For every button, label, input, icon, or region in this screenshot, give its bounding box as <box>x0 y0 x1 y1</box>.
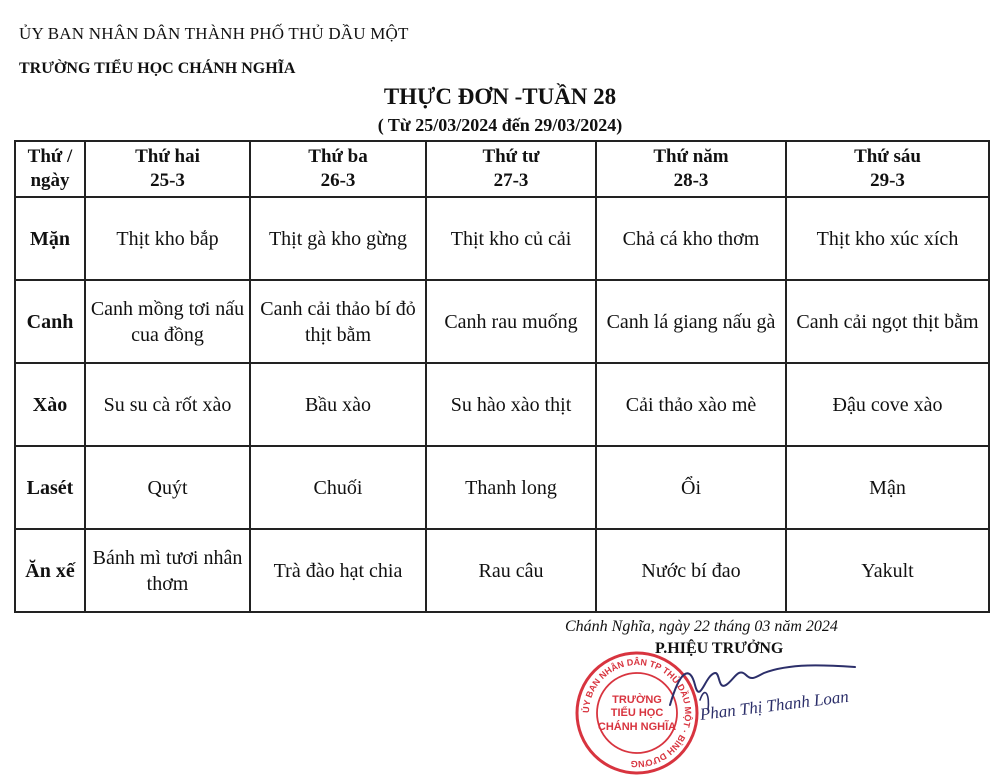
menu-cell: Thịt gà kho gừng <box>250 197 426 280</box>
day-date: 25-3 <box>150 170 185 191</box>
day-date: 27-3 <box>493 170 529 191</box>
day-name: Thứ ba <box>308 146 368 168</box>
day-header-wednesday <box>426 141 596 197</box>
menu-cell: Chuối <box>250 446 426 529</box>
authority-heading: ỦY BAN NHÂN DÂN THÀNH PHỐ THỦ DẦU MỘT <box>19 24 409 43</box>
stamp-line-2: TIỂU HỌC <box>610 707 664 719</box>
date-range: ( Từ 25/03/2024 đến 29/03/2024) <box>377 115 623 135</box>
stamp-ring-text: ỦY BAN NHÂN DÂN TP THỦ DẦU MỘT · BÌNH DƯƠNG <box>580 656 694 770</box>
corner-label-date: ngày <box>30 170 70 191</box>
day-name: Thứ năm <box>653 146 729 168</box>
menu-cell: Canh cải ngọt thịt bằm <box>786 280 989 363</box>
menu-cell: Nước bí đao <box>596 529 786 612</box>
table-row-man <box>15 197 989 280</box>
corner-cell <box>15 141 85 197</box>
day-name: Thứ sáu <box>854 146 921 168</box>
row-label: Mặn <box>15 197 85 280</box>
row-label: Canh <box>15 280 85 363</box>
row-label: Ăn xế <box>15 529 85 612</box>
school-heading: TRƯỜNG TIỂU HỌC CHÁNH NGHĨA <box>19 60 296 77</box>
table-row-canh <box>15 280 989 363</box>
menu-cell: Mận <box>786 446 989 529</box>
signer-role: P.HIỆU TRƯỞNG <box>655 640 784 657</box>
menu-cell: Canh rau muống <box>426 280 596 363</box>
menu-cell: Trà đào hạt chia <box>250 529 426 612</box>
menu-cell: Ổi <box>596 446 786 529</box>
row-label: Lasét <box>15 446 85 529</box>
menu-cell: Thịt kho xúc xích <box>786 197 989 280</box>
page-title: THỰC ĐƠN -TUẦN 28 <box>383 84 617 109</box>
day-date: 26-3 <box>320 170 356 191</box>
menu-cell: Chả cá kho thơm <box>596 197 786 280</box>
menu-table <box>14 140 990 613</box>
day-date: 29-3 <box>870 170 905 191</box>
menu-cell: Bánh mì tươi nhân thơm <box>85 529 250 612</box>
table-row-an-xe <box>15 529 989 612</box>
place-and-date: Chánh Nghĩa, ngày 22 tháng 03 năm 2024 <box>565 618 838 635</box>
menu-cell: Canh lá giang nấu gà <box>596 280 786 363</box>
day-header-tuesday <box>250 141 426 197</box>
day-date: 28-3 <box>673 170 709 191</box>
menu-cell: Su hào xào thịt <box>426 363 596 446</box>
signer-name: Phan Thị Thanh Loan <box>698 686 850 724</box>
menu-cell: Bầu xào <box>250 363 426 446</box>
menu-cell: Su su cà rốt xào <box>85 363 250 446</box>
corner-label-day: Thứ / <box>27 146 73 168</box>
menu-cell: Cải thảo xào mè <box>596 363 786 446</box>
day-name: Thứ hai <box>135 146 200 168</box>
menu-cell: Thịt kho bắp <box>85 197 250 280</box>
menu-cell: Thanh long <box>426 446 596 529</box>
menu-cell: Yakult <box>786 529 989 612</box>
table-row-laset <box>15 446 989 529</box>
day-header-thursday <box>596 141 786 197</box>
menu-cell: Canh cải thảo bí đỏ thịt bằm <box>250 280 426 363</box>
day-name: Thứ tư <box>482 146 540 168</box>
menu-cell: Thịt kho củ cải <box>426 197 596 280</box>
menu-cell: Canh mồng tơi nấu cua đồng <box>85 280 250 363</box>
stamp-line-3: CHÁNH NGHĨA <box>597 721 677 733</box>
stamp-line-1: TRƯỜNG <box>612 694 662 706</box>
day-header-friday <box>786 141 989 197</box>
day-header-monday <box>85 141 250 197</box>
row-label: Xào <box>15 363 85 446</box>
table-header-row <box>15 141 989 197</box>
menu-cell: Đậu cove xào <box>786 363 989 446</box>
menu-cell: Quýt <box>85 446 250 529</box>
table-row-xao <box>15 363 989 446</box>
menu-cell: Rau câu <box>426 529 596 612</box>
